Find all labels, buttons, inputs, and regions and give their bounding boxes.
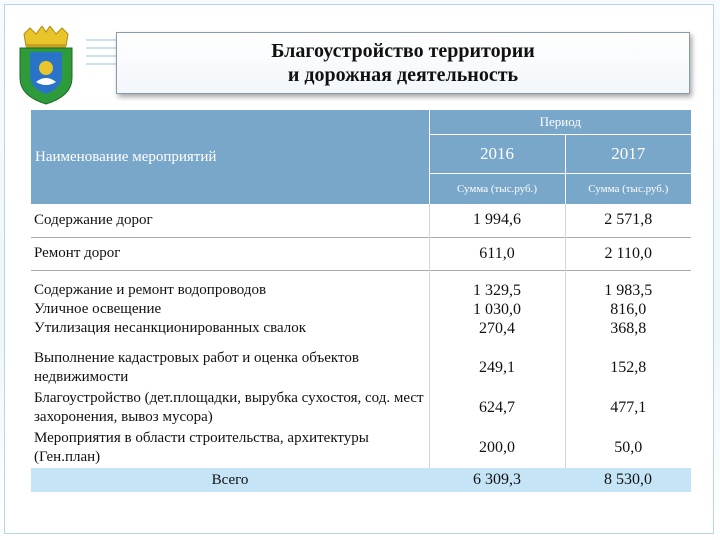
table-row xyxy=(31,348,691,388)
title-line-2: и дорожная деятельность xyxy=(287,64,519,86)
row-value-2017: 816,0 xyxy=(610,300,647,318)
table-row xyxy=(31,388,691,428)
period-header: Период xyxy=(429,110,691,135)
row-name: Утилизация несанкционированных свалок xyxy=(34,319,307,336)
total-label: Всего xyxy=(31,468,429,492)
total-value-2016: 6 309,3 xyxy=(429,468,565,492)
row-value-2016: 200,0 xyxy=(429,428,565,468)
row-value-2017: 2 571,8 xyxy=(565,204,691,237)
row-value-2016: 270,4 xyxy=(479,319,515,337)
row-value-2016: 1 329,5 xyxy=(473,281,521,299)
row-name: Содержание дорог xyxy=(31,204,429,237)
row-value-2017: 152,8 xyxy=(565,348,691,388)
budget-table xyxy=(31,110,691,492)
sum-label-2017: Сумма (тыс.руб.) xyxy=(565,174,691,205)
row-name: Ремонт дорог xyxy=(31,237,429,270)
name-column-header: Наименование мероприятий xyxy=(31,110,429,204)
row-value-2017: 477,1 xyxy=(565,388,691,428)
row-name: Выполнение кадастровых работ и оценка объектов недвижимости xyxy=(31,348,429,388)
row-value-2016: 624,7 xyxy=(429,388,565,428)
row-value-2017: 368,8 xyxy=(610,319,647,337)
value-stack-2017 xyxy=(565,270,691,348)
table-row xyxy=(31,237,691,270)
sum-label-2016: Сумма (тыс.руб.) xyxy=(429,174,565,205)
title-line-1: Благоустройство территории xyxy=(271,40,535,62)
row-name: Содержание и ремонт водопроводов xyxy=(34,281,267,298)
coat-of-arms-icon xyxy=(14,26,78,106)
table-row xyxy=(31,428,691,468)
row-name-stack xyxy=(31,270,429,348)
row-name: Уличное освещение xyxy=(34,300,162,317)
row-value-2016: 611,0 xyxy=(429,237,565,270)
row-name: Мероприятия в области строительства, архитектуры (Ген.план) xyxy=(31,428,429,468)
total-row xyxy=(31,468,691,492)
row-value-2016: 249,1 xyxy=(429,348,565,388)
row-value-2017: 1 983,5 xyxy=(604,281,653,299)
row-value-2016: 1 994,6 xyxy=(429,204,565,237)
table-row-group xyxy=(31,270,691,348)
year-2016-header: 2016 xyxy=(429,135,565,174)
year-2017-header: 2017 xyxy=(565,135,691,174)
total-value-2017: 8 530,0 xyxy=(565,468,691,492)
row-value-2017: 2 110,0 xyxy=(565,237,691,270)
row-name: Благоустройство (дет.площадки, вырубка сухостоя, сод. мест захоронения, вывоз мусора) xyxy=(31,388,429,428)
value-stack-2016 xyxy=(429,270,565,348)
slide-title xyxy=(116,32,690,94)
row-value-2017: 50,0 xyxy=(565,428,691,468)
row-value-2016: 1 030,0 xyxy=(473,300,521,318)
table-row xyxy=(31,204,691,237)
